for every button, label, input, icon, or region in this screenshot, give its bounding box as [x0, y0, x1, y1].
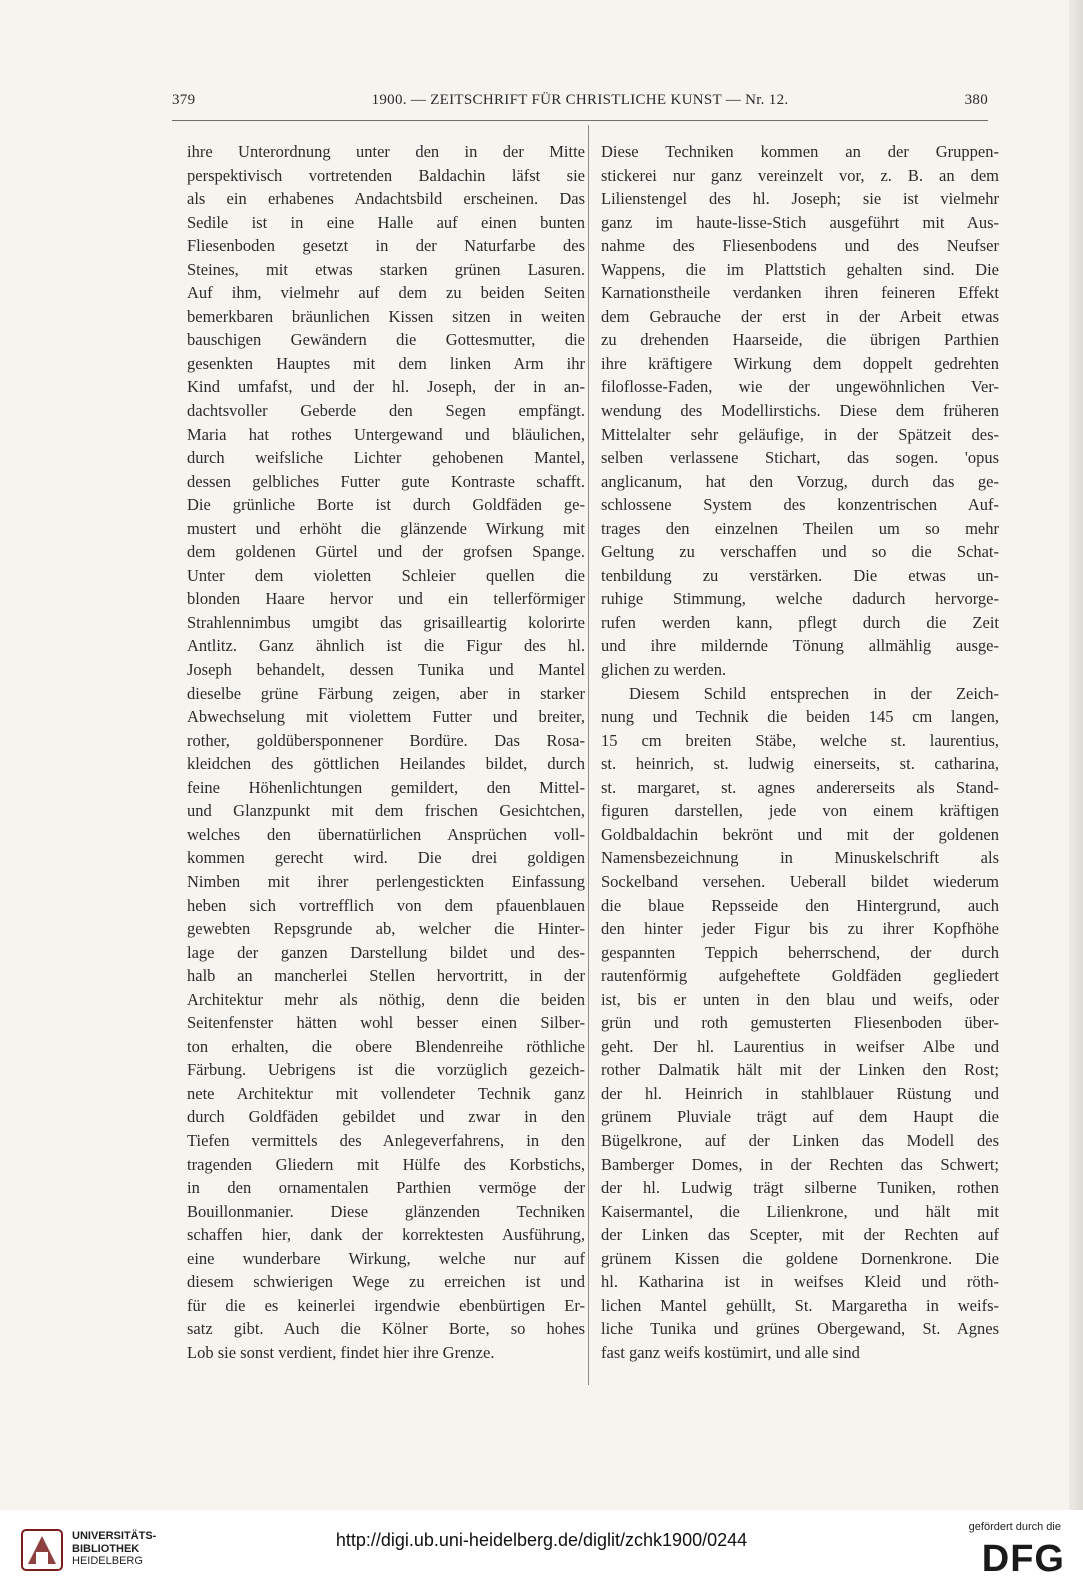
text-line: kommen gerecht wird. Die drei goldigen [187, 848, 585, 868]
text-line: Antlitz. Ganz ähnlich ist die Figur des hl. [187, 636, 585, 656]
text-line: der hl. Ludwig trägt silberne Tuniken, rothen [601, 1178, 999, 1198]
text-line: grünem Pluviale trägt auf dem Haupt die [601, 1107, 999, 1127]
text-line: Abwechselung mit violettem Futter und breiter, [187, 707, 585, 727]
text-line: und ihre mildernde Tönung allmählig ausge- [601, 636, 999, 656]
text-line: schlossene System des konzentrischen Auf- [601, 495, 999, 515]
text-line: Geltung zu verschaffen und so die Schat- [601, 542, 999, 562]
text-line: geht. Der hl. Laurentius in weifser Albe und [601, 1036, 999, 1056]
text-line: tenbildung zu verstärken. Die etwas un- [601, 565, 999, 585]
text-line: dessen gelbliches Futter gute Kontraste schafft. [187, 471, 585, 491]
library-name-line2: BIBLIOTHEK [72, 1542, 140, 1555]
text-line: halb an mancherlei Stellen hervortritt, in der [187, 966, 585, 986]
text-line: Lob sie sonst verdient, findet hier ihre Grenze. [187, 1342, 495, 1362]
text-line: perspektivisch vortretenden Baldachin läfst sie [187, 165, 585, 185]
text-line: fast ganz weifs kostümirt, und alle sind [601, 1342, 860, 1362]
header-rule [172, 120, 988, 121]
text-line: Goldbaldachin bekrönt und mit der goldenen [601, 824, 999, 844]
text-line: blonden Haare hervor und ein tellerförmiger [187, 589, 585, 609]
text-line: feine Höhenlichtungen gemildert, den Mittel- [187, 777, 585, 797]
text-line: Diesem Schild entsprechen in der Zeich- [629, 683, 999, 703]
text-line: ganz im haute-lisse-Stich ausgeführt mit Aus- [601, 212, 999, 232]
text-line: Maria hat rothes Untergewand und bläulichen, [187, 424, 585, 444]
text-line: liche Tunika und grünes Obergewand, St. Agnes [601, 1319, 999, 1339]
text-line: Joseph behandelt, dessen Tunika und Mantel [187, 660, 585, 680]
text-line: gewebten Repsgrunde ab, welcher die Hinter- [187, 919, 585, 939]
text-line: welches den übernatürlichen Ansprüchen voll- [187, 824, 585, 844]
text-line: Wappens, die im Plattstich gehalten sind. Die [601, 259, 999, 279]
text-line: heben sich vortrefflich von dem pfauenblauen [187, 895, 585, 915]
text-line: lichen Mantel gehüllt, St. Margaretha in weifs- [601, 1295, 999, 1315]
text-line: st. margaret, st. agnes andererseits als Stand- [601, 777, 999, 797]
text-line: zu drehenden Haarseide, die übrigen Parthien [601, 330, 999, 350]
text-line: nung und Technik die beiden 145 cm langen, [601, 707, 999, 727]
text-line: filoflosse-Faden, wie der ungewöhnlichen Ver- [601, 377, 999, 397]
text-line: ist, bis er unten in den blau und weifs, oder [601, 989, 999, 1009]
library-name-line3: HEIDELBERG [72, 1555, 143, 1567]
text-line: Bügelkrone, auf der Linken das Modell des [601, 1130, 999, 1150]
page-number-left: 379 [172, 92, 196, 108]
text-line: Seitenfenster hätten wohl besser einen Silber- [187, 1013, 585, 1033]
text-line: als ein erhabenes Andachtsbild erscheinen. Das [187, 189, 585, 209]
text-line: Unter dem violetten Schleier quellen die [187, 565, 585, 585]
text-line: Tiefen vermittels des Anlegeverfahrens, in den [187, 1130, 585, 1150]
text-line: dem goldenen Gürtel und der grofsen Spange. [187, 542, 585, 562]
journal-title: 1900. — ZEITSCHRIFT FÜR CHRISTLICHE KUNST — Nr. 12. [371, 92, 789, 108]
text-line: grünem Kissen die goldene Dornenkrone. Die [601, 1248, 999, 1268]
permalink-url[interactable]: http://digi.ub.uni-heidelberg.de/diglit/zchk1900/0244 [335, 1530, 748, 1550]
funded-by-caption: gefördert durch die [968, 1521, 1061, 1533]
text-line: Strahlennimbus umgibt das grisailleartig kolorirte [187, 612, 585, 632]
text-line: gesenkten Hauptes mit dem linken Arm ihr [187, 353, 585, 373]
text-line: diesem schwierigen Wege zu erreichen ist und [187, 1272, 585, 1292]
text-line: Bamberger Domes, in der Rechten das Schwert; [601, 1154, 999, 1174]
text-line: durch Goldfäden gebildet und zwar in den [187, 1107, 585, 1127]
text-line: Kind umfafst, und der hl. Joseph, der in an- [187, 377, 585, 397]
text-line: in den ornamentalen Parthien vermöge der [187, 1178, 585, 1198]
text-line: eine wunderbare Wirkung, welche nur auf [187, 1248, 585, 1268]
text-line: Architektur mehr als nöthig, denn die beiden [187, 989, 585, 1009]
page-edge-shadow [1069, 0, 1083, 1510]
text-line: Namensbezeichnung in Minuskelschrift als [601, 848, 999, 868]
text-line: Bouillonmanier. Diese glänzenden Techniken [187, 1201, 585, 1221]
text-line: wendung des Modellirstichs. Diese dem früheren [601, 401, 999, 421]
text-line: der hl. Heinrich in stahlblauer Rüstung und [601, 1083, 999, 1103]
text-line: ihre Unterordnung unter den in der Mitte [187, 142, 585, 161]
text-line: nahme des Fliesenbodens und des Neufser [601, 236, 999, 256]
text-line: 15 cm breiten Stäbe, welche st. laurentius, [601, 730, 999, 750]
text-line: mustert und erhöht die glänzende Wirkung mit [187, 518, 585, 538]
text-line: Diese Techniken kommen an der Gruppen- [601, 142, 999, 161]
text-line: Fliesenboden gesetzt in der Naturfarbe des [187, 236, 585, 256]
text-line: nete Architektur mit vollendeter Technik ganz [187, 1083, 585, 1103]
text-line: Kaisermantel, die Lilienkrone, und hält mit [601, 1201, 999, 1221]
text-line: st. heinrich, st. ludwig einerseits, st. catharina, [601, 754, 999, 774]
text-line: Lilienstengel des hl. Joseph; sie ist vielmehr [601, 189, 999, 209]
text-line: rautenförmig aufgeheftete Goldfäden gegliedert [601, 966, 999, 986]
text-line: rufen werden kann, pflegt durch die Zeit [601, 612, 999, 632]
library-name-line1: UNIVERSITÄTS- [72, 1530, 157, 1542]
text-line: dieselbe grüne Färbung zeigen, aber in starker [187, 683, 585, 703]
text-line: Steines, mit etwas starken grünen Lasuren. [187, 259, 585, 279]
right-column [601, 140, 999, 1364]
text-line: kleidchen des göttlichen Heilandes bildet, durch [187, 754, 585, 774]
text-line: satz gibt. Auch die Kölner Borte, so hohes [187, 1319, 585, 1339]
text-line: bemerkbaren bräunlichen Kissen sitzen in weiten [187, 306, 585, 326]
text-line: Karnationstheile verdanken ihren feineren Effekt [601, 283, 999, 303]
text-line: schaffen hier, dank der korrektesten Ausführung, [187, 1225, 585, 1245]
text-line: grün und roth gemusterten Fliesenboden über- [601, 1013, 999, 1033]
text-line: trages den einzelnen Theilen um so mehr [601, 518, 999, 538]
text-line: Sockelband versehen. Ueberall bildet wiederum [601, 871, 999, 891]
text-line: die blaue Repsseide den Hintergrund, auch [601, 895, 999, 915]
dfg-logo: DFG [981, 1538, 1065, 1580]
text-line: bauschigen Gewändern die Gottesmutter, die [187, 330, 585, 350]
text-line: ton erhalten, die obere Blendenreihe röthliche [187, 1036, 585, 1056]
left-column [187, 140, 585, 1364]
text-line: Mittelalter sehr geläufige, in der Spätzeit des- [601, 424, 999, 444]
text-line: durch weifsliche Lichter gehobenen Mantel, [187, 448, 585, 468]
text-line: Färbung. Uebrigens ist die vorzüglich gezeich- [187, 1060, 585, 1080]
text-line: stickerei nur ganz vereinzelt vor, z. B. an dem [601, 165, 999, 185]
text-line: Sedile ist in eine Halle auf einen bunten [187, 212, 585, 232]
text-line: ihre kräftigere Wirkung dem doppelt gedrehten [601, 353, 999, 373]
text-line: tragenden Gliedern mit Hülfe des Korbstichs, [187, 1154, 585, 1174]
text-line: rother, goldübersponnener Bordüre. Das Rosa- [187, 730, 585, 750]
text-line: für die es keinerlei irgendwie ebenbürtigen Er- [187, 1295, 585, 1315]
text-line: anglicanum, hat den Vorzug, durch das ge- [601, 471, 999, 491]
running-header [172, 92, 988, 116]
text-line: rother Dalmatik hält mit der Linken den Rost; [601, 1060, 999, 1080]
text-line: dachtsvoller Geberde den Segen empfängt. [187, 401, 585, 421]
page-number-right: 380 [964, 92, 988, 108]
text-line: Die grünliche Borte ist durch Goldfäden ge- [187, 495, 585, 515]
text-line: gespannten Teppich beherrschend, der durch [601, 942, 999, 962]
text-line: Nimben mit ihrer perlengestickten Einfassung [187, 871, 585, 891]
text-line: glichen zu werden. [601, 660, 727, 680]
text-line: der Linken das Scepter, mit der Rechten auf [601, 1225, 999, 1245]
text-line: dem Gebrauche der erst in der Arbeit etwas [601, 306, 999, 326]
column-divider [588, 125, 589, 1385]
text-line: lage der ganzen Darstellung bildet und des- [187, 942, 585, 962]
text-line: hl. Katharina ist in weifses Kleid und röth- [601, 1272, 999, 1292]
text-line: und Glanzpunkt mit dem frischen Gesichtchen, [187, 801, 585, 821]
text-line: Auf ihm, vielmehr auf dem zu beiden Seiten [187, 283, 585, 303]
text-line: ruhige Stimmung, welche dadurch hervorge- [601, 589, 999, 609]
text-line: den hinter jeder Figur bis zu ihrer Kopfhöhe [601, 919, 999, 939]
text-line: figuren darstellen, jede von einem kräftigen [601, 801, 999, 821]
text-line: selben verlassene Stichart, das sogen. 'opus [601, 448, 999, 468]
